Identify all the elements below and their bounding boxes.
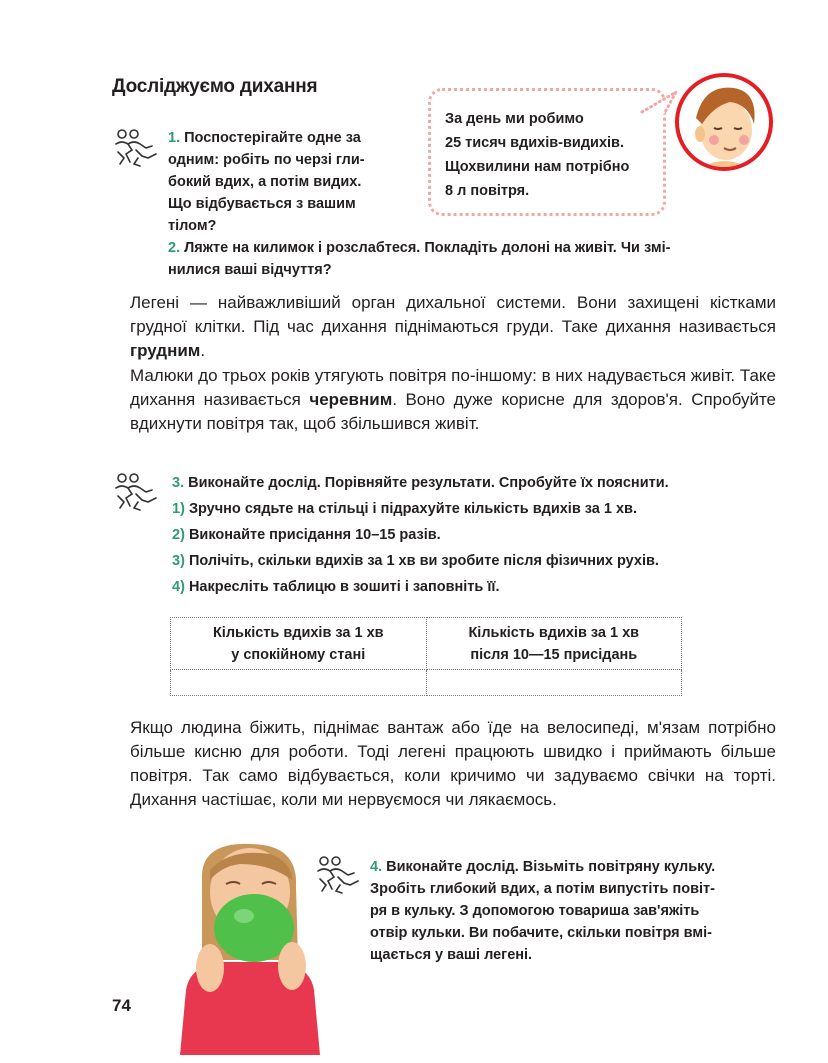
page-number: 74 — [112, 996, 131, 1015]
step-number: 4) — [172, 579, 185, 595]
paragraph-text: Малюки до трьох років утягують повітря по-іншому: в них надувається живіт. Таке дихання називається — [130, 366, 776, 409]
task-4-line: отвір кульки. Ви побачите, скільки повітря вмі- — [370, 925, 712, 941]
breathing-table — [170, 617, 682, 696]
paragraph-text: . Воно дуже корисне для здоров'я. Спробуйте вдихнути повітря так, щоб збільшився живіт. — [130, 390, 776, 433]
header-line: Кількість вдихів за 1 хв — [468, 624, 640, 641]
term-belly-breathing: черевним — [309, 390, 393, 409]
pair-work-icon — [112, 472, 162, 512]
table-header-cell — [171, 618, 427, 670]
header-line: після 10—15 присідань — [470, 646, 638, 663]
task-4 — [370, 856, 780, 966]
task-2 — [168, 237, 778, 281]
task-2-number: 2. — [168, 240, 181, 256]
step-number: 1) — [172, 501, 185, 517]
task-4-line: Виконайте дослід. Візьміть повітряну кульку. — [386, 859, 716, 875]
header-line: Кількість вдихів за 1 хв — [212, 624, 384, 641]
pair-work-icon — [112, 128, 162, 168]
bubble-line: 25 тисяч вдихів-видихів. — [445, 135, 624, 151]
task-4-line: Зробіть глибокий вдих, а потім випустіть повіт- — [370, 881, 715, 897]
table-empty-cell — [426, 670, 681, 696]
girl-balloon-photo — [180, 840, 320, 1055]
body-paragraph-1 — [130, 291, 776, 363]
task-2-line: Ляжте на килимок і розслабтеся. Покладіть долоні на живіт. Чи змі- — [184, 240, 671, 256]
task-1-line: Поспостерігайте одне за — [184, 130, 361, 146]
task-1-line: тілом? — [168, 218, 217, 234]
step-text: Полічіть, скільки вдихів за 1 хв ви зробите після фізичних рухів. — [188, 553, 659, 569]
speech-bubble — [428, 88, 666, 216]
task-4-number: 4. — [370, 859, 383, 875]
boy-face-icon — [674, 72, 774, 172]
task-3 — [172, 472, 772, 598]
paragraph-text: Якщо людина біжить, піднімає вантаж або їде на велосипеді, м'язам потрібно більше кисню для роботи. Тоді легені працюють швидко і приймають більше повітря. Так само відбувається, коли кричимо чи задуваємо свічки на торті. Дихання частішає, коли ми нервуємося чи лякаємось. — [130, 718, 776, 809]
step-text: Зручно сядьте на стільці і підрахуйте кількість вдихів за 1 хв. — [188, 501, 637, 517]
header-line: у спокійному стані — [231, 646, 366, 663]
task-4-line: щається у ваші легені. — [370, 947, 533, 963]
body-paragraph-2 — [130, 364, 776, 436]
step-text: Виконайте присідання 10–15 разів. — [188, 527, 441, 543]
paragraph-text: . — [200, 341, 206, 360]
task-1-line: Що відбувається з вашим — [168, 196, 356, 212]
paragraph-text: Легені — найважливіший орган дихальної системи. Вони захищені кістками грудної клітки. Під час дихання піднімаються груди. Таке дихання називається — [130, 293, 776, 336]
task-1-number: 1. — [168, 130, 181, 146]
task-3-text: Виконайте дослід. Порівняйте результати. Спробуйте їх пояснити. — [188, 475, 669, 491]
step-number: 2) — [172, 527, 185, 543]
body-paragraph-3 — [130, 716, 776, 812]
task-1 — [168, 127, 406, 237]
term-chest-breathing: грудним — [130, 341, 201, 360]
pair-work-icon — [314, 855, 364, 895]
bubble-line: За день ми робимо — [445, 111, 584, 127]
task-1-line: бокий вдих, а потім видих. — [168, 174, 362, 190]
task-1-line: одним: робіть по черзі гли- — [168, 152, 365, 168]
table-header-cell — [426, 618, 681, 670]
step-text: Накресліть таблицю в зошиті і заповніть її. — [188, 579, 500, 595]
step-number: 3) — [172, 553, 185, 569]
task-4-line: ря в кульку. З допомогою товариша зав'яжіть — [370, 903, 700, 919]
bubble-line: 8 л повітря. — [445, 183, 530, 199]
task-2-line: нилися ваші відчуття? — [168, 262, 332, 278]
bubble-line: Щохвилини нам потрібно — [445, 159, 630, 175]
section-title: Досліджуємо дихання — [112, 76, 318, 97]
table-empty-cell — [171, 670, 427, 696]
task-3-number: 3. — [172, 475, 185, 491]
